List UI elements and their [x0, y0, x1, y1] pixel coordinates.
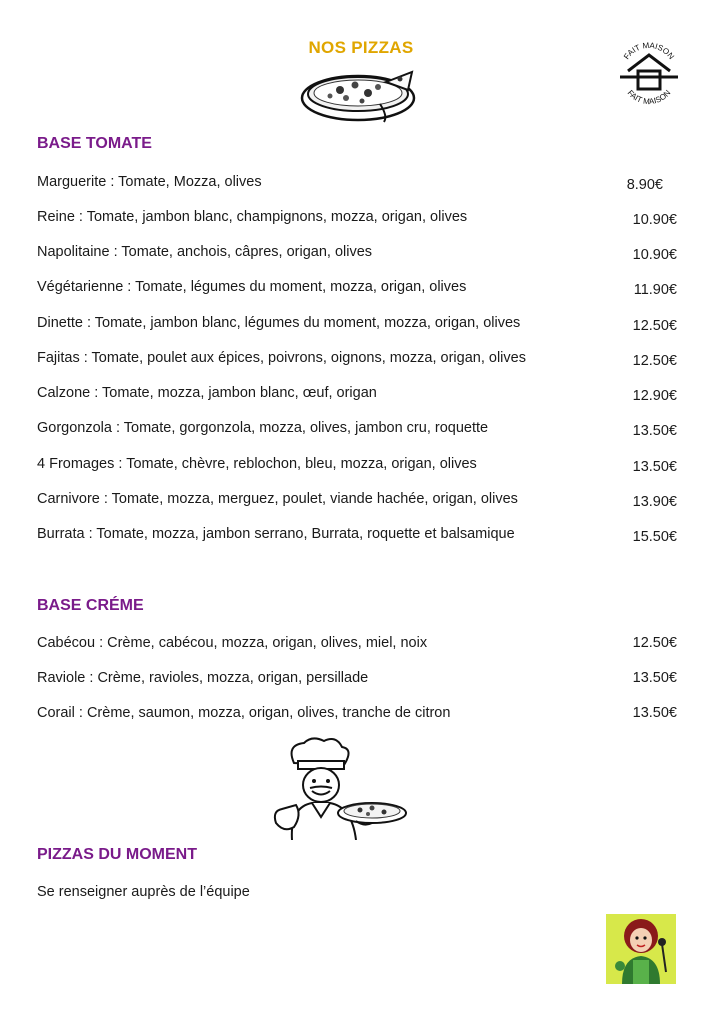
- menu-item-price: 13.50€: [632, 423, 677, 439]
- badge-top-text: FAIT MAISON: [621, 40, 676, 62]
- pizzas-du-moment-note: Se renseigner auprès de l’équipe: [37, 884, 250, 900]
- menu-item: [37, 705, 677, 727]
- badge-bottom-text: FAIT MAISON: [625, 88, 673, 107]
- menu-item-price: 12.50€: [632, 353, 677, 369]
- menu-item-price: 11.90€: [633, 282, 677, 298]
- menu-item-description: Napolitaine : Tomate, anchois, câpres, origan, olives: [37, 244, 373, 260]
- menu-item-description: Carnivore : Tomate, mozza, merguez, poulet, viande hachée, origan, olives: [37, 491, 518, 507]
- menu-item: [37, 244, 677, 266]
- page-title: NOS PIZZAS: [308, 38, 414, 57]
- chef-illustration: [272, 735, 412, 840]
- menu-item: [37, 526, 677, 548]
- menu-item-price: 12.90€: [632, 388, 677, 404]
- menu-item-price: 13.90€: [632, 494, 677, 510]
- menu-item: [37, 315, 677, 337]
- menu-item: [37, 209, 677, 231]
- menu-item: [37, 174, 677, 196]
- menu-item-description: Calzone : Tomate, mozza, jambon blanc, œuf, origan: [37, 385, 377, 401]
- menu-item: [37, 385, 677, 407]
- pizza-illustration: [300, 60, 422, 124]
- menu-item-price: 12.50€: [632, 318, 677, 334]
- svg-text:FAIT MAISON: [626, 88, 673, 106]
- menu-item-description: Reine : Tomate, jambon blanc, champignons, mozza, origan, olives: [37, 209, 468, 225]
- menu-item-description: Végétarienne : Tomate, légumes du moment, mozza, origan, olives: [37, 279, 467, 295]
- menu-item-description: Marguerite : Tomate, Mozza, olives: [37, 174, 262, 190]
- menu-item-description: Corail : Crème, saumon, mozza, origan, olives, tranche de citron: [37, 705, 451, 721]
- menu-item: [37, 350, 677, 372]
- menu-item-price: 12.50€: [632, 635, 677, 651]
- cook-avatar-image: [606, 914, 676, 984]
- menu-item: [37, 491, 677, 513]
- menu-item-description: Burrata : Tomate, mozza, jambon serrano, Burrata, roquette et balsamique: [37, 526, 515, 542]
- menu-item: [37, 670, 677, 692]
- menu-item: [37, 456, 677, 478]
- menu-item: [37, 635, 677, 657]
- menu-item-description: Dinette : Tomate, jambon blanc, légumes du moment, mozza, origan, olives: [37, 315, 521, 331]
- menu-item: [37, 420, 677, 442]
- menu-item-price: 13.50€: [632, 459, 677, 475]
- section-title-base-tomate: BASE TOMATE: [37, 135, 152, 152]
- menu-item-price: 10.90€: [632, 247, 677, 263]
- menu-item-description: Raviole : Crème, ravioles, mozza, origan, persillade: [37, 670, 369, 686]
- menu-item-price: 15.50€: [632, 529, 677, 545]
- menu-item-price: 13.50€: [632, 670, 677, 686]
- svg-text:FAIT MAISON: [622, 41, 676, 61]
- menu-item: [37, 279, 677, 301]
- menu-item-description: Cabécou : Crème, cabécou, mozza, origan, olives, miel, noix: [37, 635, 428, 651]
- menu-item-description: Gorgonzola : Tomate, gorgonzola, mozza, olives, jambon cru, roquette: [37, 420, 489, 436]
- section-title-pizzas-du-moment: PIZZAS DU MOMENT: [37, 846, 197, 863]
- menu-item-description: Fajitas : Tomate, poulet aux épices, poivrons, oignons, mozza, origan, olives: [37, 350, 526, 366]
- menu-item-price: 8.90€: [626, 177, 663, 193]
- menu-item-description: 4 Fromages : Tomate, chèvre, reblochon, bleu, mozza, origan, olives: [37, 456, 477, 472]
- fait-maison-badge: [614, 33, 684, 113]
- section-title-base-creme: BASE CRÉME: [37, 597, 144, 614]
- menu-item-price: 13.50€: [632, 705, 677, 721]
- menu-item-price: 10.90€: [632, 212, 677, 228]
